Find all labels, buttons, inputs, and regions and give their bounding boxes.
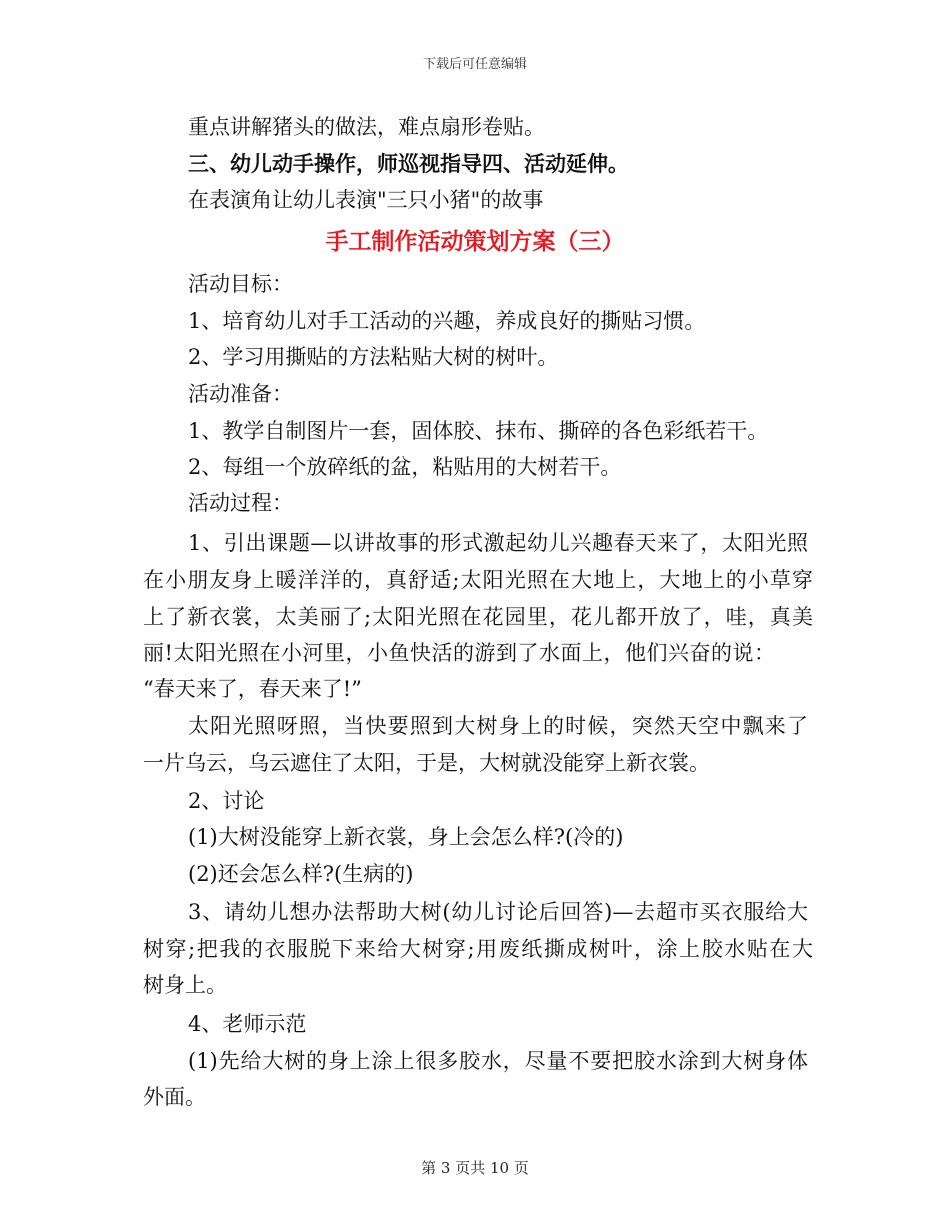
list-item: 2、每组一个放碎纸的盆，粘贴用的大树若干。 <box>188 455 622 479</box>
paragraph-line: 一片乌云，乌云遮住了太阳，于是，大树就没能穿上新衣裳。 <box>143 751 710 775</box>
list-item: 2、学习用撕贴的方法粘贴大树的树叶。 <box>188 345 559 369</box>
list-item: 2、讨论 <box>188 789 265 813</box>
list-item: (1)大树没能穿上新衣裳，身上会怎么样?(冷的) <box>188 825 624 849</box>
paragraph-line: 在表演角让幼儿表演"三只小猪"的故事 <box>188 188 544 212</box>
list-item: 1、培育幼儿对手工活动的兴趣，养成良好的撕贴习惯。 <box>188 309 706 333</box>
paragraph-line: 太阳光照呀照，当快要照到大树身上的时候，突然天空中飘来了 <box>188 714 808 738</box>
paragraph-line: 树身上。 <box>143 973 227 997</box>
paragraph-line: “春天来了，春天来了!” <box>143 677 362 701</box>
paragraph-line: 在小朋友身上暖洋洋的，真舒适;太阳光照在大地上，大地上的小草穿 <box>143 568 813 592</box>
list-item: 4、老师示范 <box>188 1012 307 1036</box>
page-number: 第 3 页共 10 页 <box>421 1159 529 1177</box>
paragraph-line: 外面。 <box>143 1085 206 1109</box>
header-note: 下载后可任意编辑 <box>422 57 527 72</box>
paragraph-line: 树穿;把我的衣服脱下来给大树穿;用废纸撕成树叶，涂上胶水贴在大 <box>143 937 813 961</box>
paragraph-line: 1、引出课题—以讲故事的形式激起幼儿兴趣春天来了，太阳光照 <box>188 531 808 555</box>
paragraph-line: 3、请幼儿想办法帮助大树(幼儿讨论后回答)—去超市买衣服给大 <box>188 900 808 924</box>
list-item: (2)还会怎么样?(生病的) <box>188 862 414 886</box>
section-label: 活动准备： <box>188 382 293 406</box>
paragraph-line: 上了新衣裳，太美丽了;太阳光照在花园里，花儿都开放了，哇，真美 <box>143 605 813 629</box>
section-heading: 三、幼儿动手操作，师巡视指导四、活动延伸。 <box>188 152 629 176</box>
paragraph-line: 丽!太阳光照在小河里，小鱼快活的游到了水面上，他们兴奋的说： <box>143 641 775 665</box>
document-title: 手工制作活动策划方案（三） <box>325 229 625 255</box>
paragraph-line: (1)先给大树的身上涂上很多胶水，尽量不要把胶水涂到大树身体 <box>188 1049 808 1073</box>
section-label: 活动目标： <box>188 272 293 296</box>
section-label: 活动过程： <box>188 491 293 515</box>
paragraph-line: 重点讲解猪头的做法，难点扇形卷贴。 <box>188 115 545 139</box>
list-item: 1、教学自制图片一套，固体胶、抹布、撕碎的各色彩纸若干。 <box>188 419 769 443</box>
